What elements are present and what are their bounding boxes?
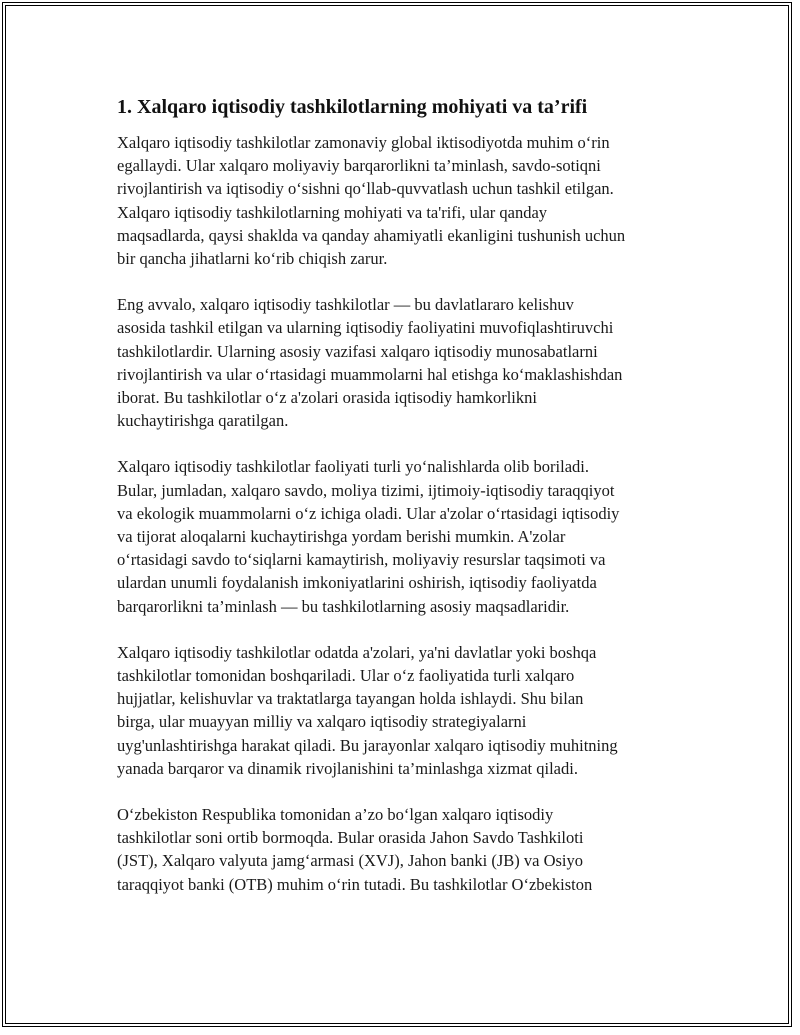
paragraph-1 — [117, 131, 692, 270]
text-line: Xalqaro iqtisodiy tashkilotlar odatda a'zolari, ya'ni davlatlar yoki boshqa — [117, 642, 597, 662]
text-line: hujjatlar, kelishuvlar va traktatlarga tayangan holda ishlaydi. Shu bilan — [117, 689, 584, 709]
section-heading: 1. Xalqaro iqtisodiy tashkilotlarning mohiyati va ta’rifi — [117, 96, 588, 118]
text-line: (JST), Xalqaro valyuta jamg‘armasi (XVJ), Jahon banki (JB) va Osiyo — [117, 851, 584, 871]
text-line: egallaydi. Ular xalqaro moliyaviy barqarorlikni ta’minlash, savdo-sotiqni — [117, 156, 601, 176]
text-line: iborat. Bu tashkilotlar o‘z a'zolari orasida iqtisodiy hamkorlikni — [117, 388, 537, 408]
text-line: barqarorlikni ta’minlash — bu tashkilotlarning asosiy maqsadlaridir. — [117, 596, 570, 616]
text-line: uyg'unlashtirishga harakat qiladi. Bu jarayonlar xalqaro iqtisodiy muhitning — [117, 735, 618, 755]
text-line: Xalqaro iqtisodiy tashkilotlarning mohiyati va ta'rifi, ular qanday — [117, 202, 548, 222]
text-line: Xalqaro iqtisodiy tashkilotlar zamonaviy global iktisodiyotda muhim o‘rin — [117, 133, 610, 152]
text-line: bir qancha jihatlarni ko‘rib chiqish zarur. — [117, 249, 388, 269]
text-line: Eng avvalo, xalqaro iqtisodiy tashkilotlar — bu davlatlararo kelishuv — [117, 295, 574, 315]
text-line: yanada barqaror va dinamik rivojlanishini ta’minlashga xizmat qiladi. — [117, 758, 578, 778]
text-line: birga, ular muayyan milliy va xalqaro iqtisodiy strategiyalarni — [117, 712, 527, 732]
text-line: rivojlantirish va ular o‘rtasidagi muammolarni hal etishga ko‘maklashishdan — [117, 364, 623, 384]
text-line: Bular, jumladan, xalqaro savdo, moliya tizimi, ijtimoiy-iqtisodiy taraqqiyot — [117, 480, 615, 500]
text-line: va ekologik muammolarni o‘z ichiga oladi. Ular a'zolar o‘rtasidagi iqtisodiy — [117, 503, 620, 523]
text-line: tashkilotlar soni ortib bormoqda. Bular orasida Jahon Savdo Tashkiloti — [117, 828, 584, 848]
text-line: O‘zbekiston Respublika tomonidan a’zo bo‘lgan xalqaro iqtisodiy — [117, 805, 554, 825]
paragraph-5 — [117, 803, 692, 896]
text-line: ulardan unumli foydalanish imkoniyatlarini oshirish, iqtisodiy faoliyatda — [117, 573, 597, 593]
text-line: tashkilotlar tomonidan boshqariladi. Ular o‘z faoliyatida turli xalqaro — [117, 666, 575, 686]
text-line: tashkilotlardir. Ularning asosiy vazifasi xalqaro iqtisodiy munosabatlarni — [117, 341, 598, 361]
paragraph-4 — [117, 641, 692, 780]
text-line: maqsadlarda, qaysi shaklda va qanday ahamiyatli ekanligini tushunish uchun — [117, 225, 626, 245]
text-line: asosida tashkil etilgan va ularning iqtisodiy faoliyatini muvofiqlashtiruvchi — [117, 318, 614, 338]
text-line: va tijorat aloqalarni kuchaytirishga yordam berishi mumkin. A'zolar — [117, 527, 566, 547]
text-line: o‘rtasidagi savdo to‘siqlarni kamaytirish, moliyaviy resurslar taqsimoti va — [117, 550, 606, 570]
paragraph-3 — [117, 455, 692, 617]
paragraph-2 — [117, 293, 692, 432]
text-line: kuchaytirishga qaratilgan. — [117, 411, 289, 431]
document-body — [117, 93, 692, 919]
text-line: taraqqiyot banki (OTB) muhim o‘rin tutadi. Bu tashkilotlar O‘zbekiston — [117, 874, 593, 894]
text-line: rivojlantirish va iqtisodiy o‘sishni qo‘llab-quvvatlash uchun tashkil etilgan. — [117, 179, 614, 199]
text-line: Xalqaro iqtisodiy tashkilotlar faoliyati turli yo‘nalishlarda olib boriladi. — [117, 457, 589, 477]
